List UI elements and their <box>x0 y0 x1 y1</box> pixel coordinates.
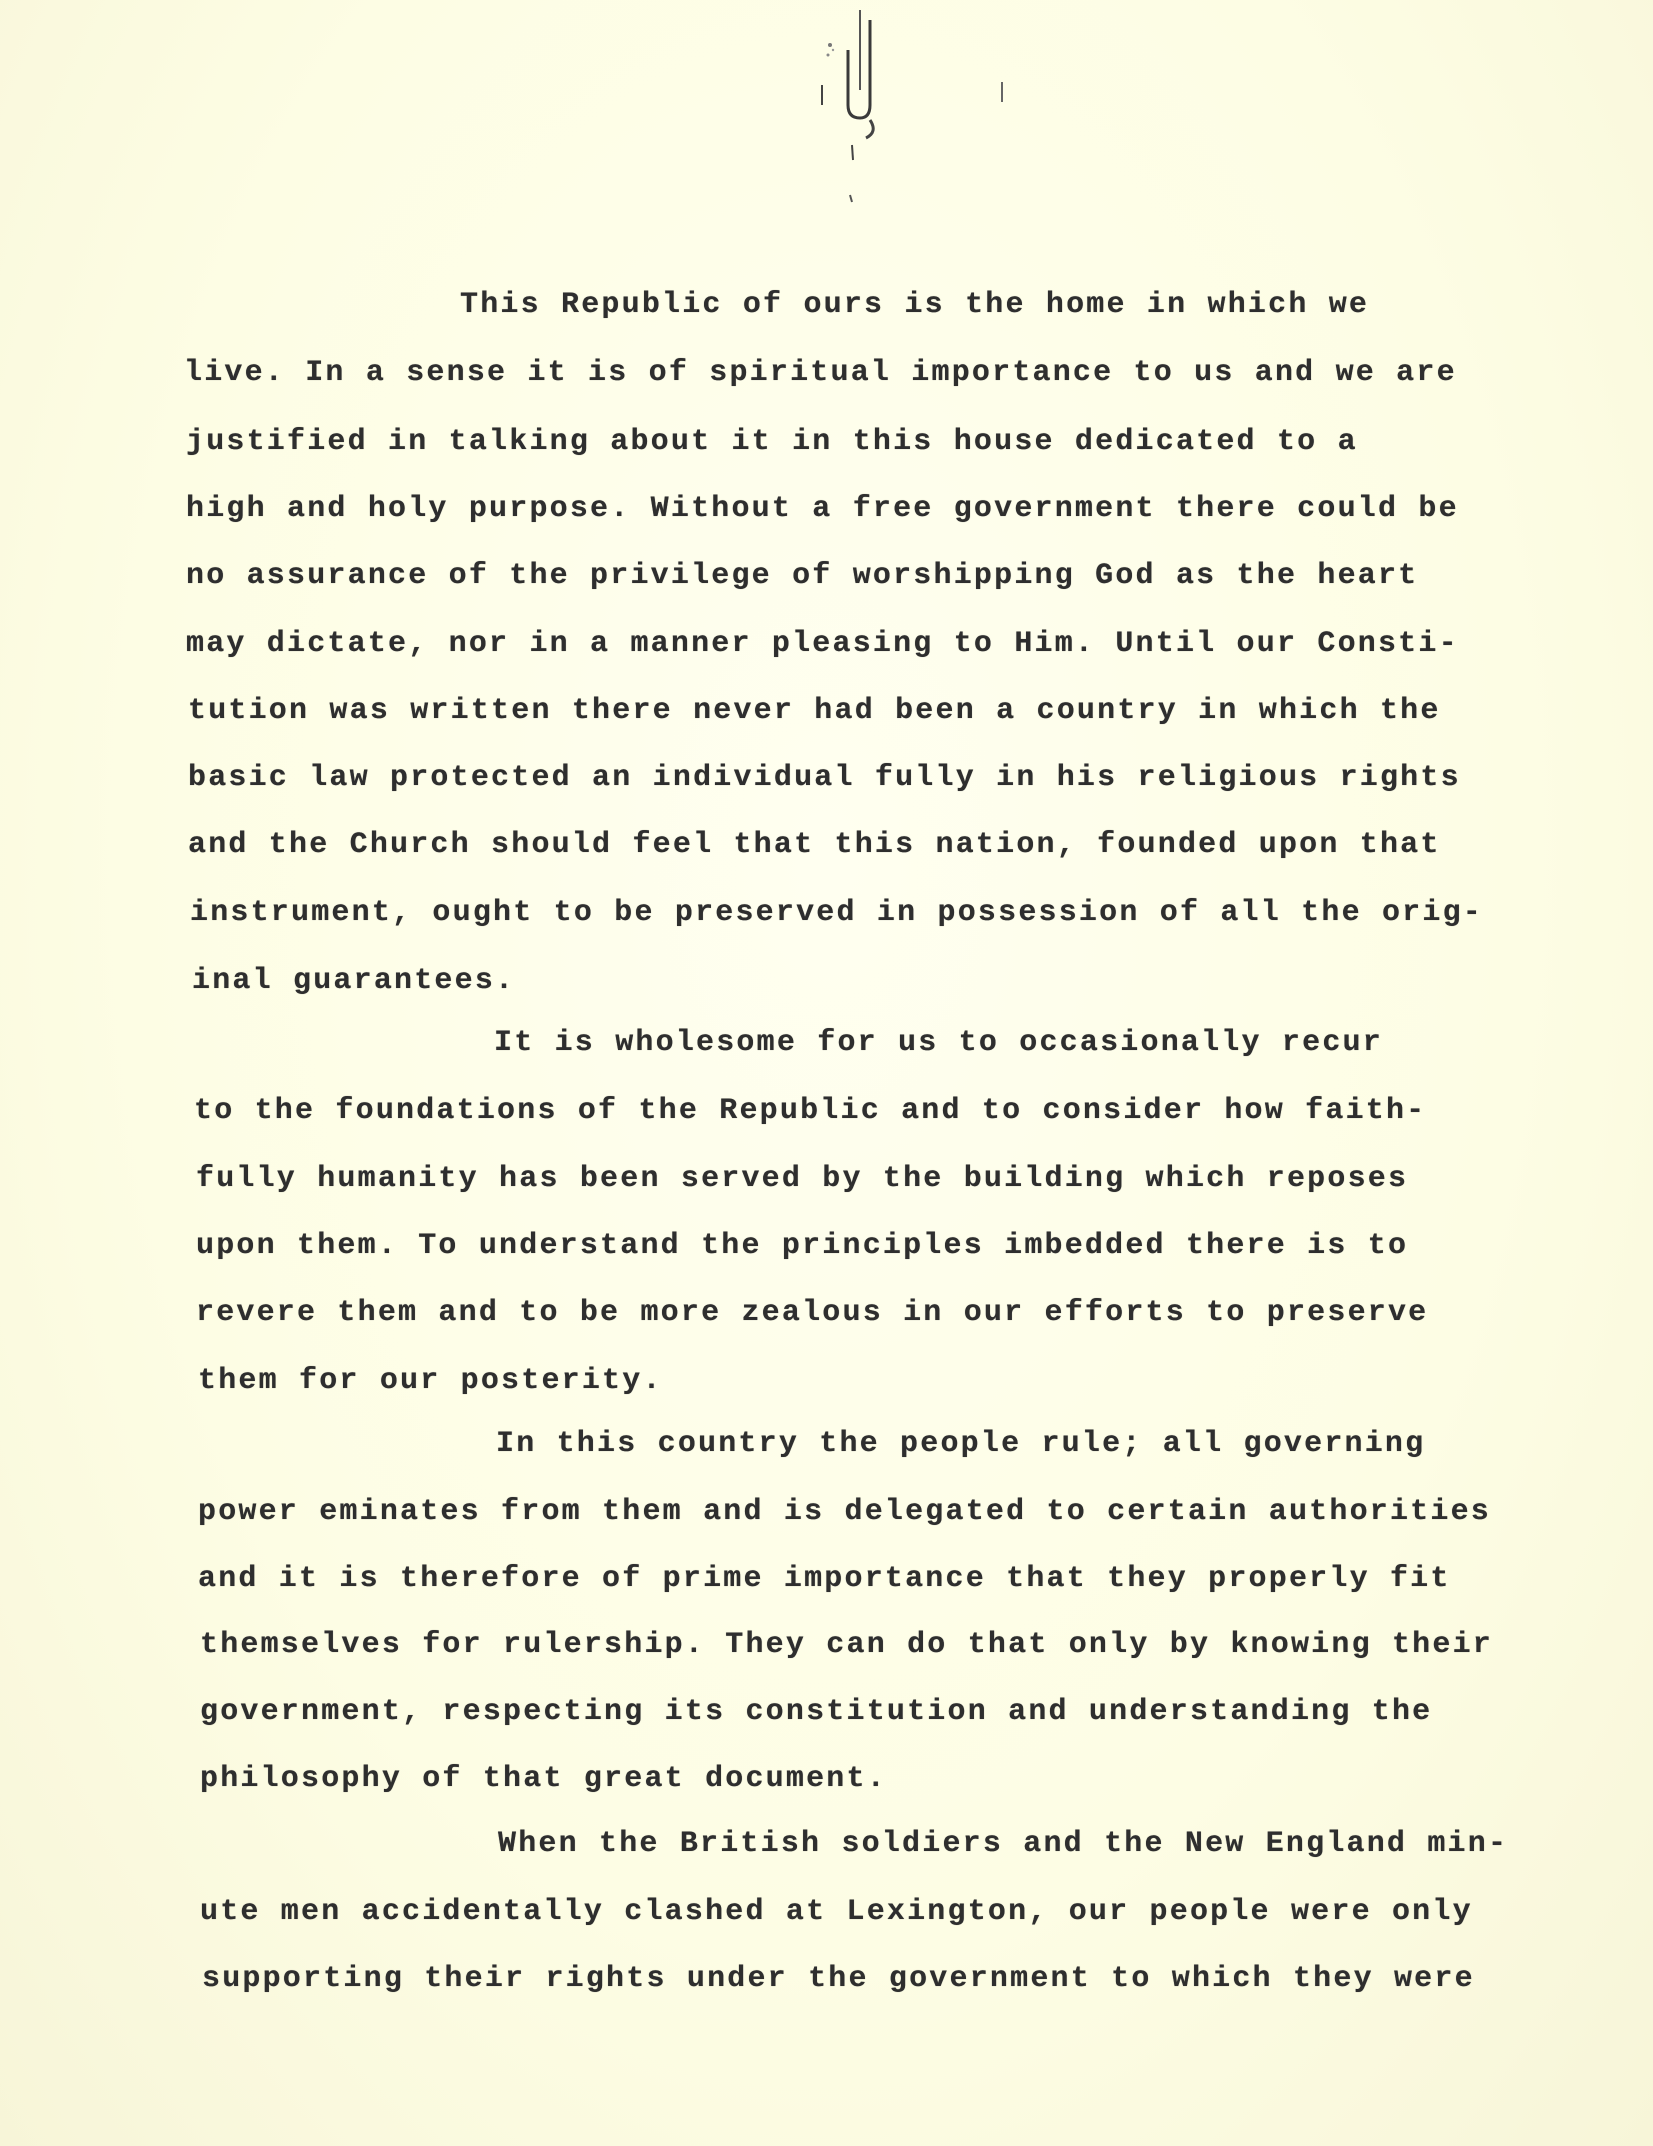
text-line: instrument, ought to be preserved in possession of all the orig- <box>190 896 1483 930</box>
text-line: and it is therefore of prime importance that they properly fit <box>198 1562 1451 1596</box>
text-line: and the Church should feel that this nation, founded upon that <box>188 828 1441 862</box>
text-line: live. In a sense it is of spiritual importance to us and we are <box>184 356 1457 390</box>
text-line: to the foundations of the Republic and to consider how faith- <box>194 1094 1427 1128</box>
text-line: This Republic of ours is the home in which we <box>460 288 1370 322</box>
text-line: It is wholesome for us to occasionally recur <box>494 1026 1383 1060</box>
text-line: tution was written there never had been a country in which the <box>188 694 1441 728</box>
text-line: government, respecting its constitution and understanding the <box>200 1695 1433 1729</box>
text-line: ute men accidentally clashed at Lexington, our people were only <box>200 1895 1473 1929</box>
text-line: supporting their rights under the government to which they were <box>202 1962 1475 1996</box>
text-line: themselves for rulership. They can do that only by knowing their <box>200 1628 1493 1662</box>
text-line: may dictate, nor in a manner pleasing to Him. Until our Consti- <box>186 627 1459 661</box>
text-line: no assurance of the privilege of worshipping God as the heart <box>186 559 1419 593</box>
text-line: fully humanity has been served by the building which reposes <box>196 1162 1409 1196</box>
text-line: them for our posterity. <box>198 1364 663 1398</box>
text-line: revere them and to be more zealous in our efforts to preserve <box>196 1296 1429 1330</box>
text-line: basic law protected an individual fully in his religious rights <box>188 761 1461 795</box>
text-line: upon them. To understand the principles imbedded there is to <box>196 1229 1409 1263</box>
text-line: philosophy of that great document. <box>200 1762 887 1796</box>
text-line: In this country the people rule; all governing <box>496 1427 1426 1461</box>
text-line: inal guarantees. <box>192 964 516 998</box>
text-line: high and holy purpose. Without a free government there could be <box>186 492 1459 526</box>
text-line: justified in talking about it in this house dedicated to a <box>186 425 1358 459</box>
text-line: When the British soldiers and the New England min- <box>498 1827 1509 1861</box>
text-line: power eminates from them and is delegated to certain authorities <box>198 1495 1491 1529</box>
